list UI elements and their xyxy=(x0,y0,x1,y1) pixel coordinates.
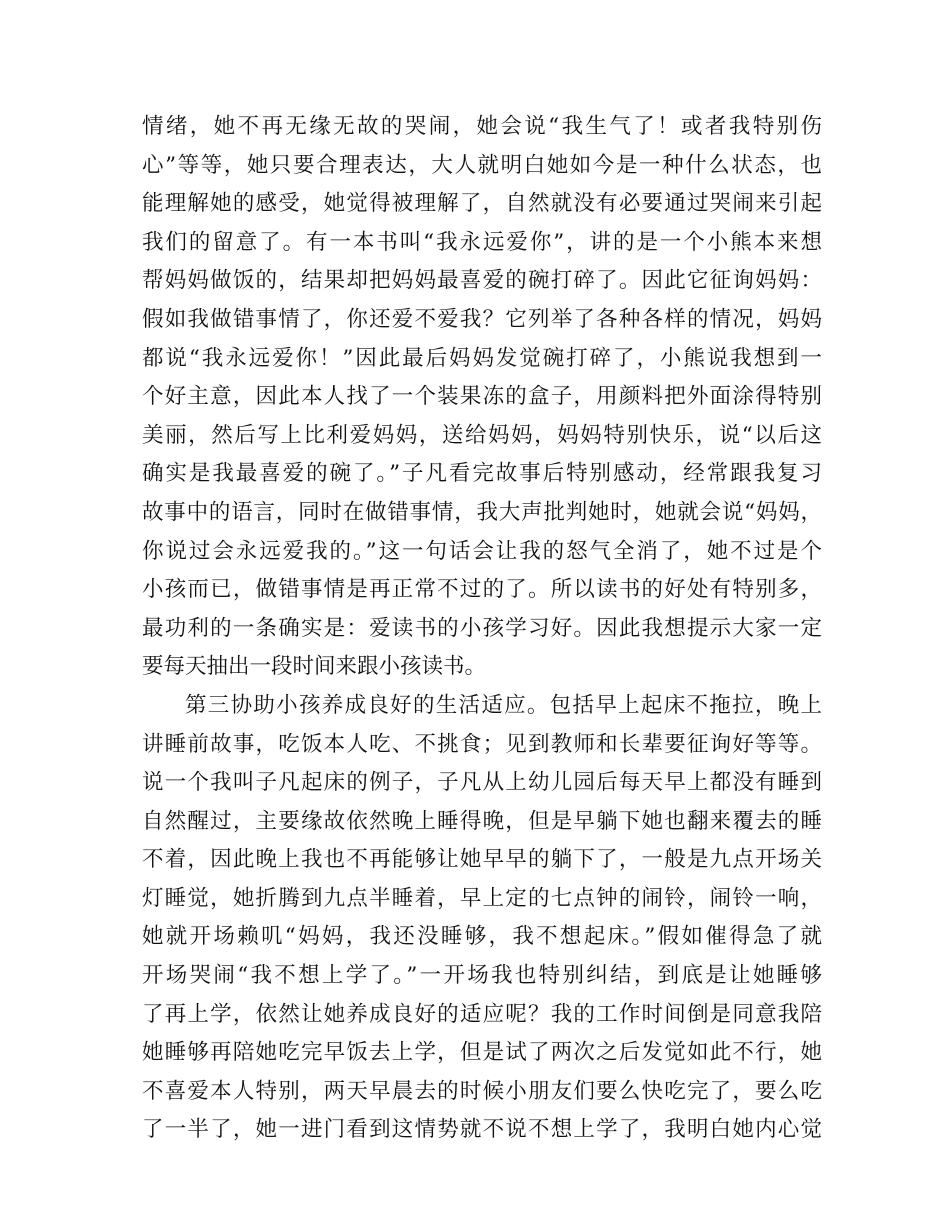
text-line: 小孩而已，做错事情是再正常不过的了。所以读书的好处有特别多， xyxy=(142,577,822,603)
text-line: 帮妈妈做饭的，结果却把妈妈最喜爱的碗打碎了。因此它征询妈妈： xyxy=(142,268,822,294)
text-line: 她睡够再陪她吃完早饭去上学，但是试了两次之后发觉如此不行，她 xyxy=(142,1040,822,1066)
paragraph-start-line: 第三协助小孩养成良好的生活适应。包括早上起床不拖拉，晚上 xyxy=(185,692,822,718)
text-line: 个好主意，因此本人找了一个装果冻的盒子，用颜料把外面涂得特别 xyxy=(142,384,822,410)
text-line: 最功利的一条确实是：爱读书的小孩学习好。因此我想提示大家一定 xyxy=(142,615,822,641)
text-line: 故事中的语言，同时在做错事情，我大声批判她时，她就会说“妈妈， xyxy=(142,499,822,525)
text-line: 她就开场赖叽“妈妈，我还没睡够，我不想起床。”假如催得急了就 xyxy=(142,924,822,950)
text-line: 了再上学，依然让她养成良好的适应呢？我的工作时间倒是同意我陪 xyxy=(142,1001,822,1027)
text-line: 都说“我永远爱你！”因此最后妈妈发觉碗打碎了，小熊说我想到一 xyxy=(142,345,822,371)
text-line: 讲睡前故事，吃饭本人吃、不挑食；见到教师和长辈要征询好等等。 xyxy=(142,731,822,757)
text-line: 心”等等，她只要合理表达，大人就明白她如今是一种什么状态，也 xyxy=(142,152,822,178)
text-line: 我们的留意了。有一本书叫“我永远爱你”，讲的是一个小熊本来想 xyxy=(142,229,822,255)
text-line: 不着，因此晚上我也不再能够让她早早的躺下了，一般是九点开场关 xyxy=(142,847,822,873)
paragraph-end-line: 要每天抽出一段时间来跟小孩读书。 xyxy=(142,654,487,680)
text-line: 自然醒过，主要缘故依然晚上睡得晚，但是早躺下她也翻来覆去的睡 xyxy=(142,808,822,834)
text-line: 说一个我叫子凡起床的例子，子凡从上幼儿园后每天早上都没有睡到 xyxy=(142,770,822,796)
text-line: 开场哭闹“我不想上学了。”一开场我也特别纠结，到底是让她睡够 xyxy=(142,963,822,989)
body-text xyxy=(142,108,822,1150)
text-line: 情绪，她不再无缘无故的哭闹，她会说“我生气了！或者我特别伤 xyxy=(142,114,822,139)
text-line: 不喜爱本人特别，两天早晨去的时候小朋友们要么快吃完了，要么吃 xyxy=(142,1078,822,1104)
text-line: 美丽，然后写上比利爱妈妈，送给妈妈，妈妈特别快乐，说“以后这 xyxy=(142,422,822,448)
text-line: 你说过会永远爱我的。”这一句话会让我的怒气全消了，她不过是个 xyxy=(142,538,822,564)
text-line: 确实是我最喜爱的碗了。”子凡看完故事后特别感动，经常跟我复习 xyxy=(142,461,822,487)
text-line: 灯睡觉，她折腾到九点半睡着，早上定的七点钟的闹铃，闹铃一响， xyxy=(142,885,822,911)
text-line: 假如我做错事情了，你还爱不爱我？它列举了各种各样的情况，妈妈 xyxy=(142,306,822,332)
text-line: 了一半了，她一进门看到这情势就不说不想上学了，我明白她内心觉 xyxy=(142,1117,822,1143)
text-line: 能理解她的感受，她觉得被理解了，自然就没有必要通过哭闹来引起 xyxy=(142,191,822,217)
